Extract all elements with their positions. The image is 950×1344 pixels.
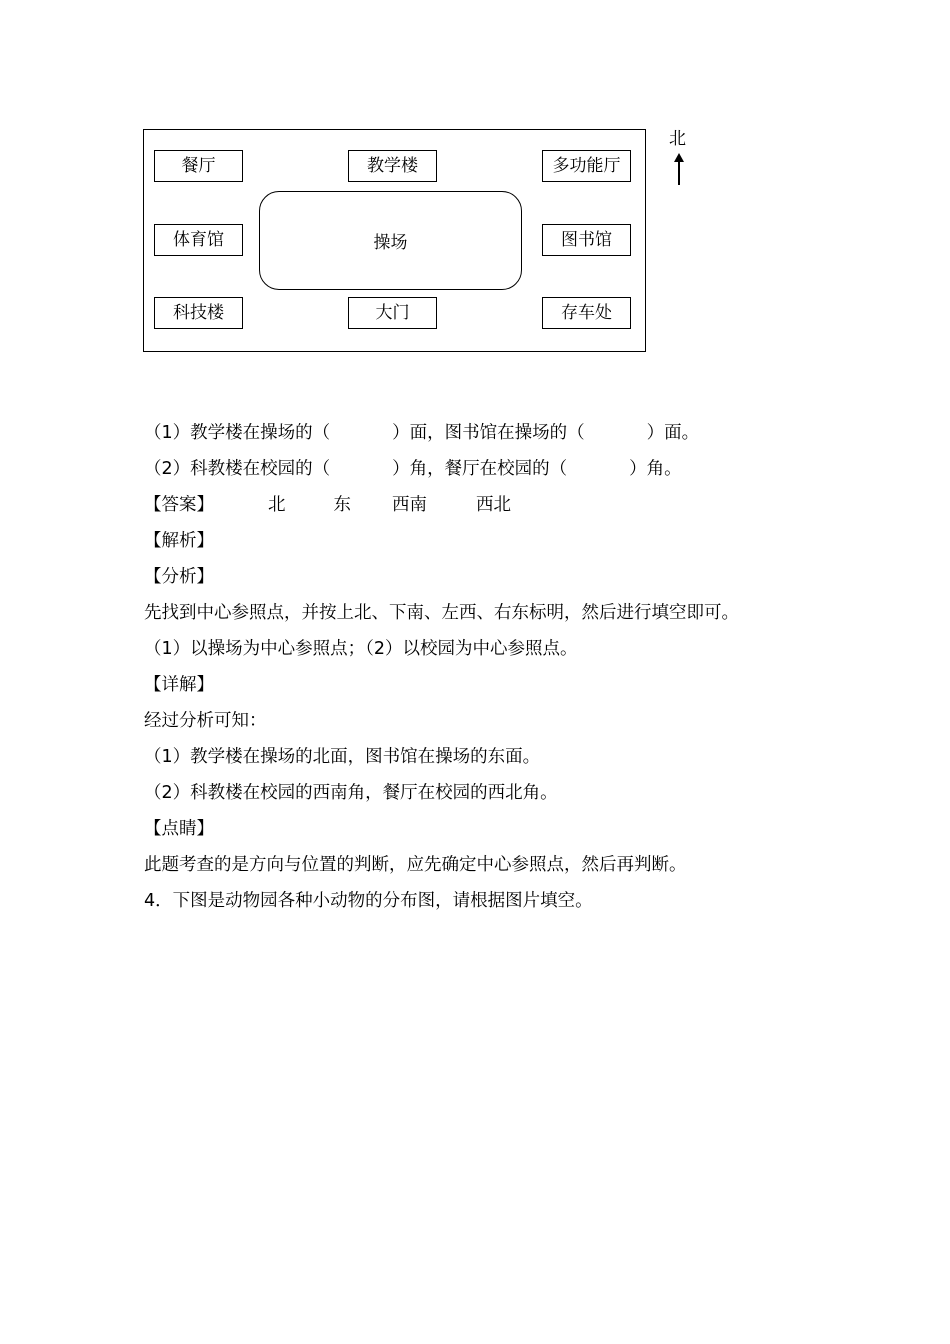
building-canteen: 餐厅 (154, 150, 243, 182)
detail-2: （2）科教楼在校园的西南角，餐厅在校园的西北角。 (144, 783, 558, 803)
answer-4: 西北 (476, 495, 511, 515)
answer-line (144, 493, 511, 517)
building-library: 图书馆 (542, 224, 631, 256)
answer-3: 西南 (392, 495, 427, 515)
question-1: （1）教学楼在操场的（ ）面，图书馆在操场的（ ）面。 (144, 423, 700, 443)
building-science: 科技楼 (154, 297, 243, 329)
fenxi-text-2: （1）以操场为中心参照点；（2）以校园为中心参照点。 (144, 639, 578, 659)
answer-label: 【答案】 (144, 495, 214, 515)
next-question: 4．下图是动物园各种小动物的分布图，请根据图片填空。 (144, 891, 593, 911)
building-gate: 大门 (348, 297, 437, 329)
fenxi-label: 【分析】 (144, 567, 214, 587)
answer-2: 东 (333, 495, 351, 515)
analysis-label: 【解析】 (144, 531, 214, 551)
question-2: （2）科教楼在校园的（ ）角，餐厅在校园的（ ）角。 (144, 459, 682, 479)
playground: 操场 (259, 191, 522, 290)
detail-intro: 经过分析可知： (144, 711, 267, 731)
building-multifunction-hall: 多功能厅 (542, 150, 631, 182)
detail-label: 【详解】 (144, 675, 214, 695)
building-bike-shed: 存车处 (542, 297, 631, 329)
building-gym: 体育馆 (154, 224, 243, 256)
dianjing-text: 此题考查的是方向与位置的判断，应先确定中心参照点，然后再判断。 (144, 855, 687, 875)
north-label: 北 (669, 129, 686, 149)
fenxi-text-1: 先找到中心参照点，并按上北、下南、左西、右东标明，然后进行填空即可。 (144, 603, 739, 623)
north-arrow-icon (672, 153, 686, 185)
detail-1: （1）教学楼在操场的北面，图书馆在操场的东面。 (144, 747, 541, 767)
dianjing-label: 【点睛】 (144, 819, 214, 839)
building-teaching: 教学楼 (348, 150, 437, 182)
answer-1: 北 (268, 495, 286, 515)
